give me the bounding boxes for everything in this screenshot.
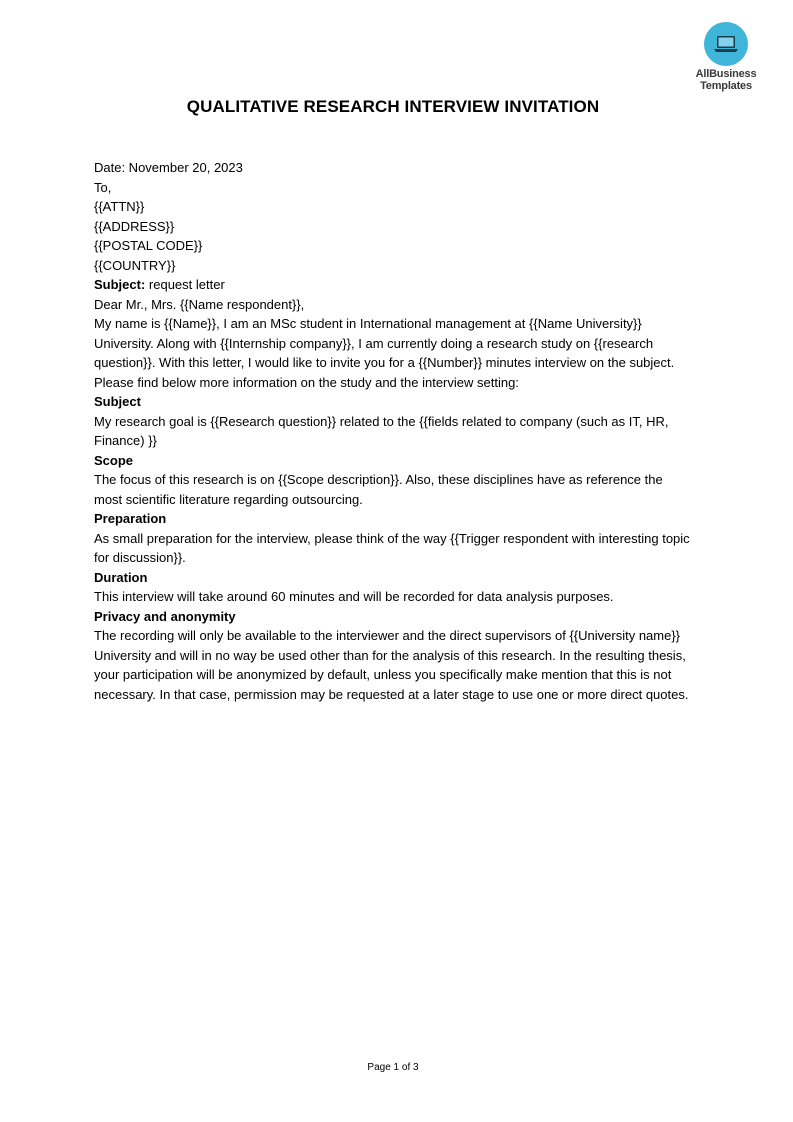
page-number: Page 1 of 3 — [367, 1062, 419, 1073]
greeting: Dear Mr., Mrs. {{Name respondent}}, — [94, 296, 305, 312]
section-heading-subject: Subject — [94, 394, 141, 409]
subject-line — [94, 275, 694, 295]
recipient-to: To, — [94, 179, 112, 195]
subject-label: Subject: — [94, 277, 146, 292]
section-body-duration: This interview will take around 60 minutes and will be recorded for data analysis purposes. — [94, 589, 614, 604]
section-body-preparation: As small preparation for the interview, please think of the way {{Trigger respondent with interesting topic for discussion}}. — [94, 530, 690, 565]
section-heading-privacy: Privacy and anonymity — [94, 608, 236, 624]
recipient-block — [94, 178, 694, 276]
logo-line-2: Templates — [700, 80, 752, 92]
recipient-postal-code: {{POSTAL CODE}} — [94, 238, 203, 253]
recipient-address: {{ADDRESS}} — [94, 218, 175, 234]
section-heading-duration: Duration — [94, 569, 148, 585]
section-body-scope: The focus of this research is on {{Scope description}}. Also, these disciplines have as reference the most scientific literature regarding outsourcing. — [94, 472, 663, 507]
section-body-privacy: The recording will only be available to the interviewer and the direct supervisors of {{University name}} University and will in no way be used other than for the analysis of this research. In the resulting thesis, your participation will be anonymized by default, unless you specifically make mention that this is not necessary. In that case, permission may be requested at a later stage to use one or more direct quotes. — [94, 628, 689, 702]
section-heading-scope: Scope — [94, 452, 134, 468]
logo-wordmark — [690, 68, 762, 92]
laptop-icon — [713, 35, 739, 53]
brand-logo — [690, 22, 762, 92]
intro-paragraph: My name is {{Name}}, I am an MSc student in International management at {{Name University}} University. Along with {{Internship company}}, I am currently doing a research study on {{research question}}. With this letter, I would like to invite you for a {{Number}} minutes interview on the subject. Please find below more information on the study and the interview setting: — [94, 316, 675, 390]
letter-date: Date: November 20, 2023 — [94, 160, 243, 175]
letter-body — [94, 158, 694, 704]
logo-line-1: AllBusiness — [695, 68, 757, 80]
section-heading-preparation: Preparation — [94, 511, 167, 526]
recipient-country: {{COUNTRY}} — [94, 257, 176, 273]
recipient-attn: {{ATTN}} — [94, 199, 145, 214]
logo-badge — [704, 22, 748, 66]
section-body-subject: My research goal is {{Research question}} related to the {{fields related to company (such as IT, HR, Finance) }} — [94, 413, 669, 448]
document-title: QUALITATIVE RESEARCH INTERVIEW INVITATION — [186, 97, 600, 116]
subject-text: request letter — [145, 277, 225, 292]
